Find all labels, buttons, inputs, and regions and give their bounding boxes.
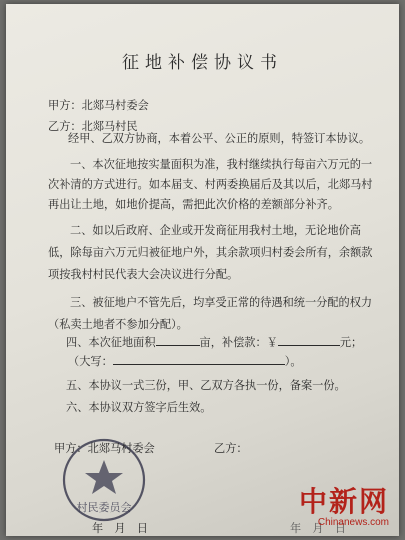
area-blank[interactable] (156, 335, 200, 346)
seal-center-text: 村民委员会 (76, 501, 132, 514)
payment-blank[interactable] (278, 335, 340, 346)
document-title: 征地补偿协议书 (122, 53, 283, 73)
clause-6: 六、本协议双方签字后生效。 (66, 401, 212, 414)
chinanews-watermark (299, 487, 389, 528)
date-right: 年 月 日 (290, 522, 346, 535)
sign-a-stamp-name: 北郯马村委会 (87, 442, 155, 455)
seal-star-icon (85, 460, 123, 494)
clause-4-yuan-label: 元； (339, 336, 363, 349)
date-left: 年 月 日 (92, 522, 148, 535)
clause-4-payment-label: 亩，补偿款：￥ (199, 336, 278, 349)
clause-5: 五、本协议一式三份，甲、乙双方各执一份，备案一份。 (66, 379, 346, 392)
party-a-line: 甲方：北郯马村委会 (48, 99, 149, 112)
daxie-blank[interactable] (113, 354, 285, 365)
watermark-english: Chinanews.com (317, 517, 389, 528)
daxie-label: （大写： (68, 355, 113, 368)
party-b-line: 乙方：北郯马村民 (48, 120, 138, 133)
clause-1: 一、本次征地按实量面积为准，我村继续执行每亩六万元的一次补清的方式进行。如本届支、村两委换届后及其以后，北郯马村再出让土地，如地价提高，需把此次价格的差额部分补齐。 (48, 158, 373, 211)
agreement-paper (6, 4, 399, 536)
watermark-chinese: 中新网 (298, 485, 389, 518)
clause-4 (66, 335, 362, 350)
sign-party-b: 乙方： (214, 442, 248, 455)
clause-4-daxie (68, 354, 302, 369)
clause-4-area-label: 四、本次征地面积 (66, 336, 156, 349)
sign-party-a (54, 442, 155, 456)
clause-2: 二、如以后政府、企业或开发商征用我村土地，无论地价高低，除每亩六万元归被征地户外，其余款项归村委会所有，余额款项按我村村民代表大会决议进行分配。 (48, 224, 373, 281)
sign-a-label: 甲方： (54, 442, 88, 455)
daxie-end: ）。 (284, 355, 302, 368)
intro-text: 经甲、乙双方协商，本着公平、公正的原则，特签订本协议。 (68, 132, 371, 145)
clause-3: 三、被征地户不管先后，均享受正常的待遇和统一分配的权力（私卖土地者不参加分配）。 (48, 296, 373, 331)
